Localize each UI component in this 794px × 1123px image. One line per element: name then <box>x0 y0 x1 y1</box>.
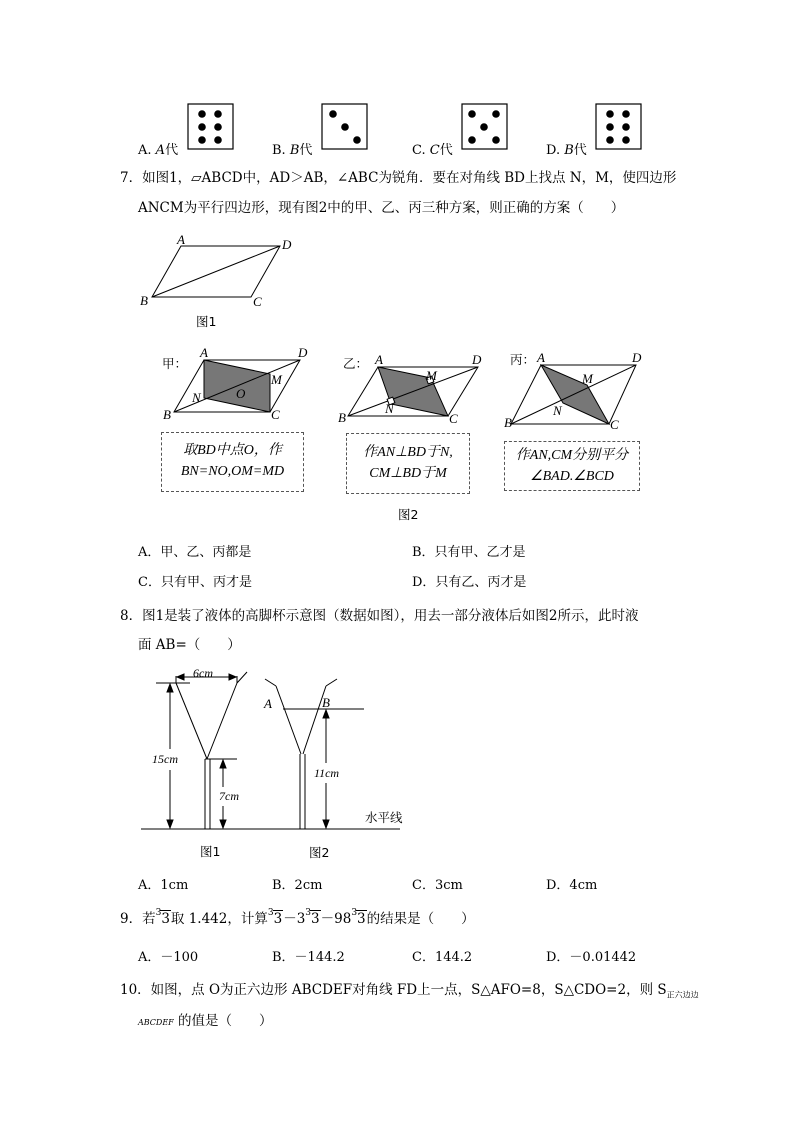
q7-figure-1 <box>152 246 280 297</box>
fig1-caption: 图1 <box>196 314 217 329</box>
yi-label-b: B <box>338 410 346 425</box>
jia-label-a: A <box>200 345 208 360</box>
q8-option-a[interactable]: A．1cm <box>138 878 189 893</box>
box-yi: 作AN⊥BD于N, CM⊥BD于M <box>346 433 470 494</box>
q7-figure-bing <box>511 365 636 424</box>
q10-stem-line2-tail: 的值是（ ） <box>178 1013 273 1029</box>
q8-goblet-2 <box>265 679 364 829</box>
q8-label-b: B <box>322 695 330 710</box>
q8-fig1-caption: 图1 <box>200 844 221 859</box>
q7-option-c[interactable]: C．只有甲、丙才是 <box>138 575 252 590</box>
yi-label-a: A <box>375 352 383 367</box>
fig1-label-c: C <box>253 294 262 309</box>
dim-7cm: 7cm <box>219 789 239 803</box>
jia-label-b: B <box>163 407 171 422</box>
yi-label-n: N <box>385 401 394 416</box>
q8-label-a: A <box>264 696 272 711</box>
q8-stem-line2: 面 AB=（ ） <box>138 637 241 653</box>
box-bing: 作AN,CM分别平分 ∠BAD.∠BCD <box>504 441 640 491</box>
q7-figure-yi <box>348 367 478 416</box>
die-five-c <box>462 104 507 149</box>
jia-label-d: D <box>298 345 308 360</box>
q9-stem: 9．若$^3$3取 1.442，计算$^33-3^33-98^33$的结果是（ ） <box>120 908 475 927</box>
die-six-a <box>188 104 233 149</box>
q7-option-d[interactable]: D．只有乙、丙才是 <box>412 575 527 590</box>
die-six-d <box>596 104 641 149</box>
die-three-b <box>322 104 367 149</box>
fig1-label-a: A <box>177 232 185 247</box>
q8-option-b[interactable]: B．2cm <box>272 878 323 893</box>
q7-stem-line2: ANCM为平行四边形，现有图2中的甲、乙、丙三种方案，则正确的方案（ ） <box>138 200 625 216</box>
jia-label-m: M <box>271 372 282 387</box>
q10-stem-line1: 10．如图，点 O为正六边形 ABCDEF对角线 FD上一点，S△AFO=8，S△CDO=2，则 $S_{正六边边}$ <box>120 982 699 1000</box>
q7-option-a[interactable]: A．甲、乙、丙都是 <box>138 545 252 560</box>
bing-label-b: B <box>504 415 512 430</box>
q6-option-a[interactable]: A. A代 <box>138 143 179 158</box>
dim-11cm: 11cm <box>314 766 340 780</box>
q8-option-d[interactable]: D．4cm <box>546 878 598 893</box>
q8-stem-line1: 8．图1是装了液体的高脚杯示意图（数据如图），用去一部分液体后如图2所示，此时液 <box>120 608 639 624</box>
q7-stem-line1: 7．如图1，▱ABCD中，AD＞AB，∠ABC为锐角．要在对角线 BD上找点 N，M，使四边形 <box>120 170 677 186</box>
bing-label-d: D <box>632 350 642 365</box>
q8-fig2-caption: 图2 <box>309 845 330 860</box>
q9-option-a[interactable]: A．－100 <box>138 950 199 965</box>
yi-label-d: D <box>472 352 482 367</box>
bing-label-m: M <box>582 371 593 386</box>
dim-6cm: 6cm <box>193 666 213 680</box>
yi-label-m: M <box>426 368 437 383</box>
q10-stem-line2: ABCDEF 的值是（ ） <box>138 1013 273 1029</box>
q6-option-d[interactable]: D. B代 <box>546 143 587 158</box>
jia-label-n: N <box>192 390 201 405</box>
bing-label: 丙： <box>510 352 536 367</box>
bing-label-n: N <box>553 403 562 418</box>
q6-option-c[interactable]: C. C代 <box>412 143 453 158</box>
jia-label-c: C <box>271 407 280 422</box>
dim-15cm: 15cm <box>152 752 178 766</box>
fig1-label-b: B <box>140 293 148 308</box>
yi-label-c: C <box>449 411 458 426</box>
jia-label-o: O <box>236 386 246 401</box>
bing-label-a: A <box>537 350 545 365</box>
fig1-label-d: D <box>282 237 292 252</box>
q9-option-c[interactable]: C．144.2 <box>412 950 473 965</box>
yi-label: 乙： <box>343 356 369 371</box>
q9-option-b[interactable]: B．－144.2 <box>272 950 345 965</box>
q6-option-b[interactable]: B. B代 <box>272 143 313 158</box>
fig2-caption: 图2 <box>398 507 419 522</box>
q8-option-c[interactable]: C．3cm <box>412 878 463 893</box>
jia-label: 甲： <box>162 356 188 371</box>
horizontal-line-label: 水平线 <box>365 810 403 825</box>
box-jia: 取BD中点O，作 BN=NO,OM=MD <box>161 432 304 492</box>
q9-option-d[interactable]: D．－0.01442 <box>546 950 637 965</box>
bing-label-c: C <box>610 417 619 432</box>
q7-option-b[interactable]: B．只有甲、乙才是 <box>412 545 526 560</box>
